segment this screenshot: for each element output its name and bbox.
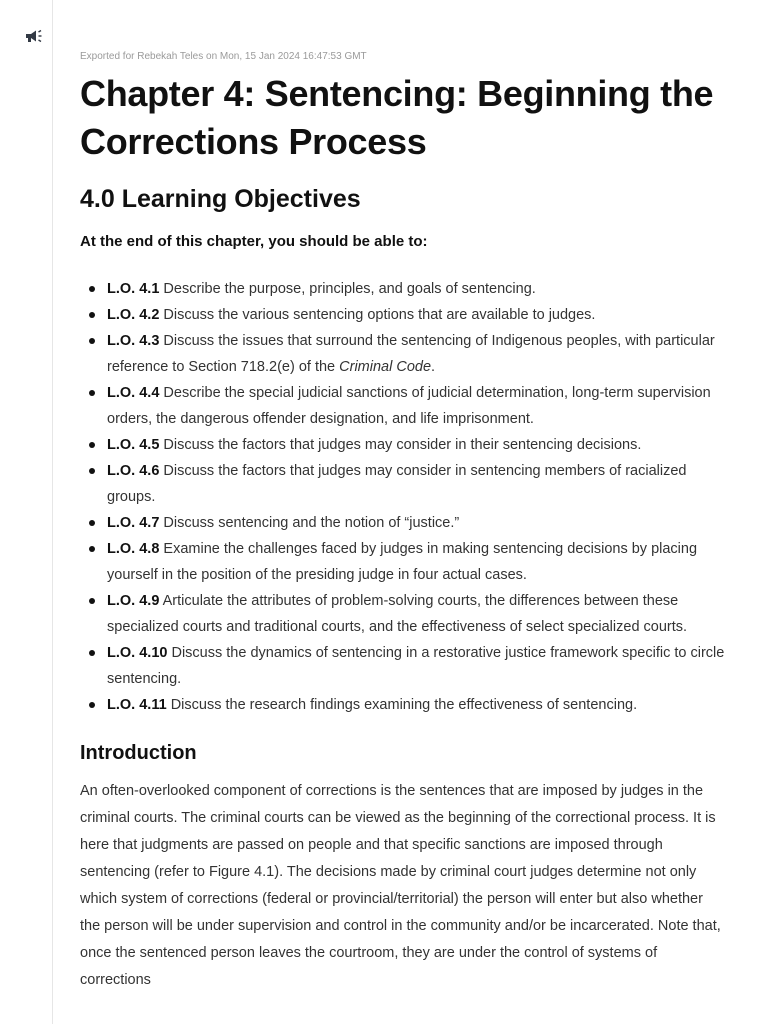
objective-text: Discuss the factors that judges may consider in their sentencing decisions. [163, 437, 642, 453]
objectives-lead: At the end of this chapter, you should be able to: [80, 233, 428, 250]
announcements-button[interactable] [22, 26, 46, 46]
objective-item [107, 692, 725, 718]
objective-text: Describe the special judicial sanctions of judicial determination, long-term supervision orders, the dangerous offender designation, and life imprisonment. [107, 385, 711, 427]
objective-code: L.O. 4.10 [107, 645, 168, 661]
left-rail [0, 0, 53, 1024]
introduction-paragraph: An often-overlooked component of corrections is the sentences that are imposed by judges in the criminal courts. The criminal courts can be viewed as the beginning of the correctional process. It is here that judgments are passed on people and that specific sanctions are imposed through sentencing (refer to Figure 4.1). The decisions made by criminal court judges determine not only which system of corrections (federal or provincial/territorial) the person will enter but also whether the person will be under supervision and control in the community and/or be incarcerated. Note that, once the sentenced person leaves the courtroom, they are under the control of systems of corrections [80, 783, 721, 988]
objective-citation: Criminal Code [339, 359, 432, 375]
objective-text: Articulate the attributes of problem-solving courts, the differences between these specialized courts and traditional courts, and the effectiveness of select specialized courts. [107, 593, 688, 635]
objective-code: L.O. 4.7 [107, 515, 160, 531]
objective-text: Discuss sentencing and the notion of “justice.” [163, 515, 460, 531]
chapter-title: Chapter 4: Sentencing: Beginning the Corrections Process [80, 73, 714, 162]
objective-code: L.O. 4.8 [107, 541, 160, 557]
objective-item [107, 536, 725, 588]
objective-text: Discuss the dynamics of sentencing in a restorative justice framework specific to circle sentencing. [107, 645, 725, 687]
objective-code: L.O. 4.3 [107, 333, 160, 349]
export-info: Exported for Rebekah Teles on Mon, 15 Jan 2024 16:47:53 GMT [80, 51, 367, 62]
objective-text: Discuss the factors that judges may consider in sentencing members of racialized groups. [107, 463, 687, 505]
objective-text: Discuss the various sentencing options that are available to judges. [163, 307, 596, 323]
objective-code: L.O. 4.1 [107, 281, 160, 297]
chapter-content [80, 50, 725, 994]
objective-item [107, 328, 725, 380]
objective-item [107, 432, 725, 458]
objective-code: L.O. 4.4 [107, 385, 160, 401]
objective-code: L.O. 4.9 [107, 593, 160, 609]
objectives-list [80, 276, 725, 718]
objective-item [107, 588, 725, 640]
objective-text: Discuss the issues that surround the sentencing of Indigenous peoples, with particular reference to Section 718.2(e) of the [107, 333, 715, 375]
objective-item [107, 380, 725, 432]
objective-text: Examine the challenges faced by judges in making sentencing decisions by placing yourself in the position of the presiding judge in four actual cases. [107, 541, 698, 583]
objective-code: L.O. 4.6 [107, 463, 160, 479]
objective-code: L.O. 4.2 [107, 307, 160, 323]
objective-text: Describe the purpose, principles, and goals of sentencing. [163, 281, 536, 297]
objective-item [107, 640, 725, 692]
objective-item [107, 302, 725, 328]
objective-item [107, 458, 725, 510]
megaphone-icon [22, 26, 46, 46]
objective-code: L.O. 4.5 [107, 437, 160, 453]
objective-tail: . [431, 359, 436, 375]
learning-objectives-heading: 4.0 Learning Objectives [80, 185, 361, 213]
objective-code: L.O. 4.11 [107, 697, 167, 713]
introduction-heading: Introduction [80, 742, 197, 764]
objective-item [107, 510, 725, 536]
objective-item [107, 276, 725, 302]
objective-text: Discuss the research findings examining the effectiveness of sentencing. [170, 697, 638, 713]
